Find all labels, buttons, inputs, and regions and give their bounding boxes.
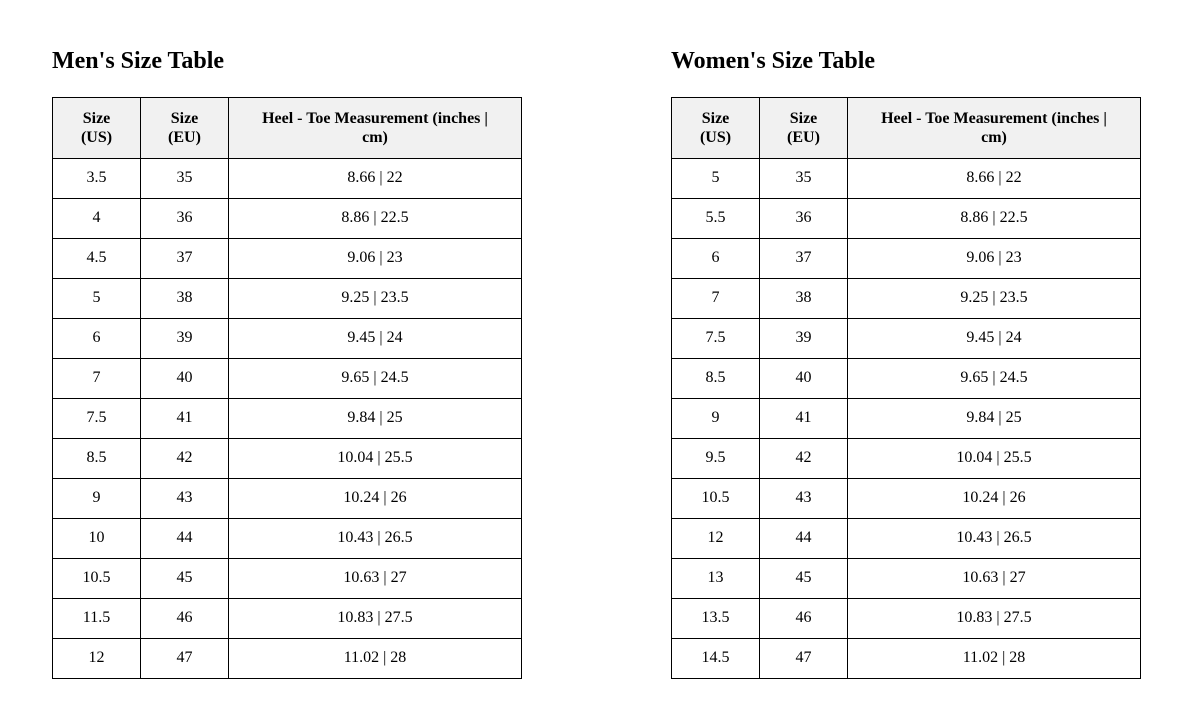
measurement-cell: 9.65 | 24.5 [229,358,522,398]
eu-size-cell: 42 [760,438,848,478]
table-row [672,318,1141,358]
measurement-cell: 8.86 | 22.5 [229,198,522,238]
us-size-cell: 12 [672,518,760,558]
us-size-cell: 9 [672,398,760,438]
measurement-cell: 10.63 | 27 [848,558,1141,598]
table-row [53,318,522,358]
table-row [672,358,1141,398]
header-line: Size [170,109,199,127]
measurement-cell: 9.84 | 25 [848,398,1141,438]
eu-size-cell: 37 [760,238,848,278]
size-us-header [53,97,141,158]
eu-size-cell: 39 [141,318,229,358]
us-size-cell: 5 [53,278,141,318]
womens-size-table [671,97,1141,679]
table-row [53,438,522,478]
table-row [53,278,522,318]
us-size-cell: 10.5 [672,478,760,518]
mens-table-header [53,97,522,158]
header-row [672,97,1141,158]
us-size-cell: 6 [672,238,760,278]
eu-size-cell: 35 [141,158,229,198]
us-size-cell: 4.5 [53,238,141,278]
us-size-cell: 7.5 [672,318,760,358]
table-row [53,558,522,598]
measurement-cell: 8.86 | 22.5 [848,198,1141,238]
us-size-cell: 5.5 [672,198,760,238]
header-row [53,97,522,158]
size-eu-header [760,97,848,158]
us-size-cell: 6 [53,318,141,358]
eu-size-cell: 41 [141,398,229,438]
header-line: (EU) [787,128,820,146]
us-size-cell: 7 [672,278,760,318]
us-size-cell: 4 [53,198,141,238]
measurement-cell: 9.45 | 24 [848,318,1141,358]
header-line: Size [789,109,818,127]
us-size-cell: 10.5 [53,558,141,598]
header-line: cm) [362,128,388,146]
measurement-cell: 9.06 | 23 [229,238,522,278]
table-row [53,598,522,638]
size-eu-header [141,97,229,158]
eu-size-cell: 37 [141,238,229,278]
us-size-cell: 9 [53,478,141,518]
table-row [672,438,1141,478]
us-size-cell: 5 [672,158,760,198]
measurement-cell: 9.65 | 24.5 [848,358,1141,398]
measurement-cell: 10.24 | 26 [848,478,1141,518]
measurement-cell: 10.83 | 27.5 [848,598,1141,638]
measurement-cell: 8.66 | 22 [229,158,522,198]
eu-size-cell: 38 [760,278,848,318]
us-size-cell: 10 [53,518,141,558]
table-row [672,398,1141,438]
mens-size-table-section [52,28,522,679]
table-row [53,158,522,198]
us-size-cell: 7 [53,358,141,398]
table-row [53,398,522,438]
mens-table-title: Men's Size Table [52,48,225,74]
table-row [672,278,1141,318]
us-size-cell: 12 [53,638,141,678]
eu-size-cell: 41 [760,398,848,438]
us-size-cell: 7.5 [53,398,141,438]
eu-size-cell: 36 [760,198,848,238]
measurement-cell: 11.02 | 28 [229,638,522,678]
table-row [672,518,1141,558]
eu-size-cell: 44 [760,518,848,558]
table-row [53,238,522,278]
measurement-cell: 10.24 | 26 [229,478,522,518]
us-size-cell: 11.5 [53,598,141,638]
table-row [53,198,522,238]
womens-table-title: Women's Size Table [671,48,876,74]
table-row [53,358,522,398]
womens-table-body [672,158,1141,678]
measurement-cell: 9.06 | 23 [848,238,1141,278]
header-line: Size [701,109,730,127]
eu-size-cell: 46 [760,598,848,638]
us-size-cell: 9.5 [672,438,760,478]
measurement-cell: 10.43 | 26.5 [848,518,1141,558]
measurement-header [229,97,522,158]
measurement-header [848,97,1141,158]
eu-size-cell: 45 [141,558,229,598]
measurement-cell: 10.04 | 25.5 [848,438,1141,478]
measurement-cell: 10.43 | 26.5 [229,518,522,558]
eu-size-cell: 44 [141,518,229,558]
table-row [672,198,1141,238]
header-line: (US) [699,128,732,146]
measurement-cell: 10.83 | 27.5 [229,598,522,638]
table-row [672,638,1141,678]
eu-size-cell: 47 [141,638,229,678]
measurement-cell: 9.25 | 23.5 [229,278,522,318]
header-line: cm) [981,128,1007,146]
eu-size-cell: 42 [141,438,229,478]
eu-size-cell: 39 [760,318,848,358]
eu-size-cell: 40 [760,358,848,398]
eu-size-cell: 43 [760,478,848,518]
womens-size-table-section [671,28,1141,679]
us-size-cell: 14.5 [672,638,760,678]
us-size-cell: 13.5 [672,598,760,638]
table-row [672,598,1141,638]
header-line: Size [82,109,111,127]
table-row [53,638,522,678]
table-row [672,558,1141,598]
size-us-header [672,97,760,158]
header-line: Heel - Toe Measurement (inches | [262,109,488,127]
eu-size-cell: 38 [141,278,229,318]
table-row [53,518,522,558]
us-size-cell: 3.5 [53,158,141,198]
measurement-cell: 9.45 | 24 [229,318,522,358]
measurement-cell: 10.63 | 27 [229,558,522,598]
header-line: (US) [80,128,113,146]
measurement-cell: 9.25 | 23.5 [848,278,1141,318]
measurement-cell: 11.02 | 28 [848,638,1141,678]
table-row [53,478,522,518]
measurement-cell: 9.84 | 25 [229,398,522,438]
eu-size-cell: 46 [141,598,229,638]
eu-size-cell: 35 [760,158,848,198]
mens-table-body [53,158,522,678]
us-size-cell: 8.5 [53,438,141,478]
table-row [672,158,1141,198]
eu-size-cell: 40 [141,358,229,398]
header-line: (EU) [168,128,201,146]
mens-size-table [52,97,522,679]
table-row [672,238,1141,278]
measurement-cell: 10.04 | 25.5 [229,438,522,478]
eu-size-cell: 45 [760,558,848,598]
eu-size-cell: 36 [141,198,229,238]
womens-table-header [672,97,1141,158]
eu-size-cell: 47 [760,638,848,678]
table-row [672,478,1141,518]
us-size-cell: 8.5 [672,358,760,398]
eu-size-cell: 43 [141,478,229,518]
measurement-cell: 8.66 | 22 [848,158,1141,198]
header-line: Heel - Toe Measurement (inches | [881,109,1107,127]
us-size-cell: 13 [672,558,760,598]
